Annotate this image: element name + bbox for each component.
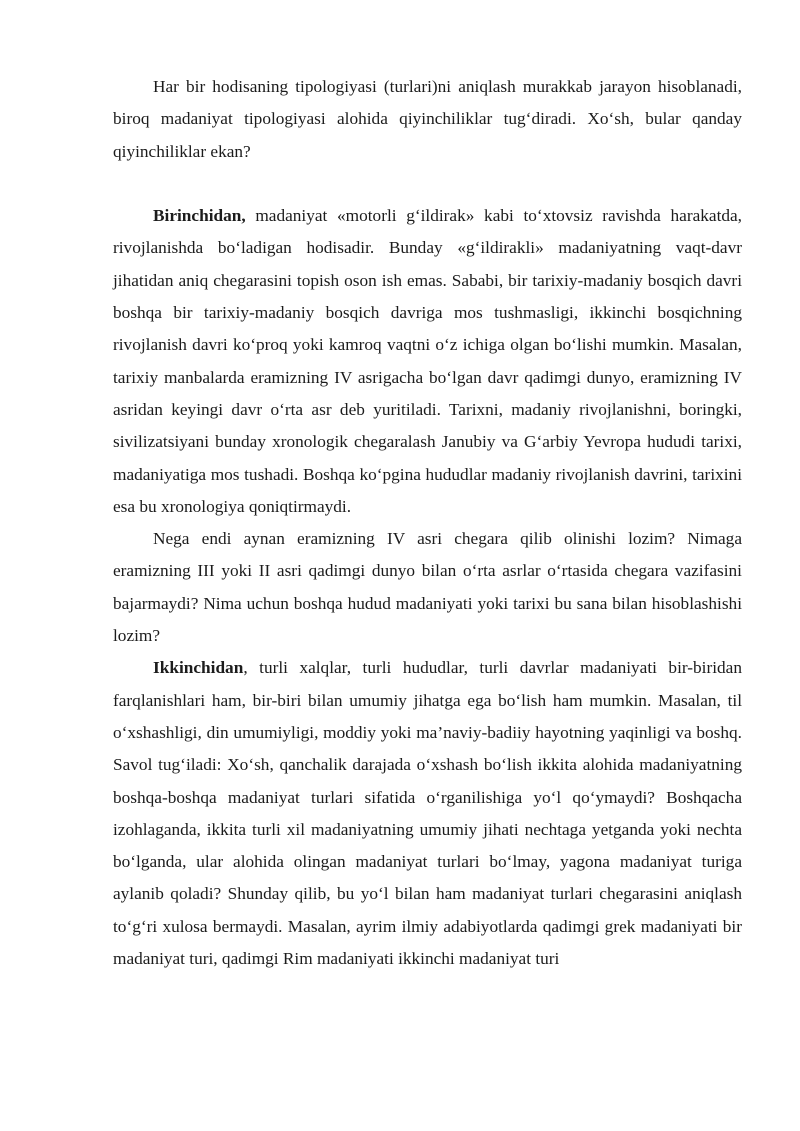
paragraph-text: , turli xalqlar, turli hududlar, turli davrlar madaniyati bir-biridan farqlanishlari ham, bir-biri bilan umumiy jihatga ega bo‘lish ham mumkin. Masalan, til o‘xshashligi, din umumiyligi, moddiy yoki ma’naviy-badiiy hayotning yaqinligi va boshq. Savol tug‘iladi: Xo‘sh, qanchalik darajada o‘xshash bo‘lish ikkita alohida madaniyatning boshqa-boshqa madaniyat turlari sifatida o‘rganilishiga yo‘l qo‘ymaydi? Boshqacha izohlaganda, ikkita turli xil madaniyatning umumiy jihati nechtaga yetganda yoki nechta bo‘lganda, ular alohida olingan madaniyat turlari bo‘lmay, yagona madaniyat turiga aylanib qoladi? Shunday qilib, bu yo‘l bilan ham madaniyat turlari chegarasini aniqlash to‘g‘ri xulosa bermaydi. Masalan, ayrim ilmiy adabiyotlarda qadimgi grek madaniyati bir madaniyat turi, qadimgi Rim madaniyati ikkinchi madaniyat turi — [113, 658, 742, 969]
paragraph-intro — [113, 71, 742, 168]
paragraph-lead: Ikkinchidan — [153, 658, 244, 678]
paragraph-text: Har bir hodisaning tipologiyasi (turlari)ni aniqlash murakkab jarayon hisoblanadi, biroq madaniyat tipologiyasi alohida qiyinchiliklar tug‘diradi. Xo‘sh, bular qanday qiyinchiliklar ekan? — [113, 77, 742, 161]
paragraph-text: Nega endi aynan eramizning IV asri chegara qilib olinishi lozim? Nimaga eramizning III yoki II asri qadimgi dunyo bilan o‘rta asrlar o‘rtasida chegara vazifasini bajarmaydi? Nima uchun boshqa hudud madaniyati yoki tarixi bu sana bilan hisoblashishi lozim? — [113, 529, 742, 646]
paragraph-birinchidan — [113, 200, 742, 523]
paragraph-lead: Birinchidan, — [153, 206, 246, 226]
paragraph-questions — [113, 523, 742, 652]
paragraph-ikkinchidan — [113, 652, 742, 975]
paragraph-text: madaniyat «motorli g‘ildirak» kabi to‘xtovsiz ravishda harakatda, rivojlanishda bo‘ladigan hodisadir. Bunday «g‘ildirakli» madaniyatning vaqt-davr jihatidan aniq chegarasini topish oson ish emas. Sababi, bir tarixiy-madaniy bosqich davri boshqa bir tarixiy-madaniy bosqich davriga mos tushmasligi, ikkinchi bosqichning rivojlanish davri ko‘proq yoki kamroq vaqtni o‘z ichiga olgan bo‘lishi mumkin. Masalan, tarixiy manbalarda eramizning IV asrigacha bo‘lgan davr qadimgi dunyo, eramizning IV asridan keyingi davr o‘rta asr deb yuritiladi. Tarixni, madaniy rivojlanishni, boringki, sivilizatsiyani bunday xronologik chegaralash Janubiy va G‘arbiy Yevropa hududi tarixi, madaniyatiga mos tushadi. Boshqa ko‘pgina hududlar madaniy rivojlanish davrini, tarixini esa bu xronologiya qoniqtirmaydi. — [113, 206, 742, 516]
document-page — [113, 71, 742, 975]
